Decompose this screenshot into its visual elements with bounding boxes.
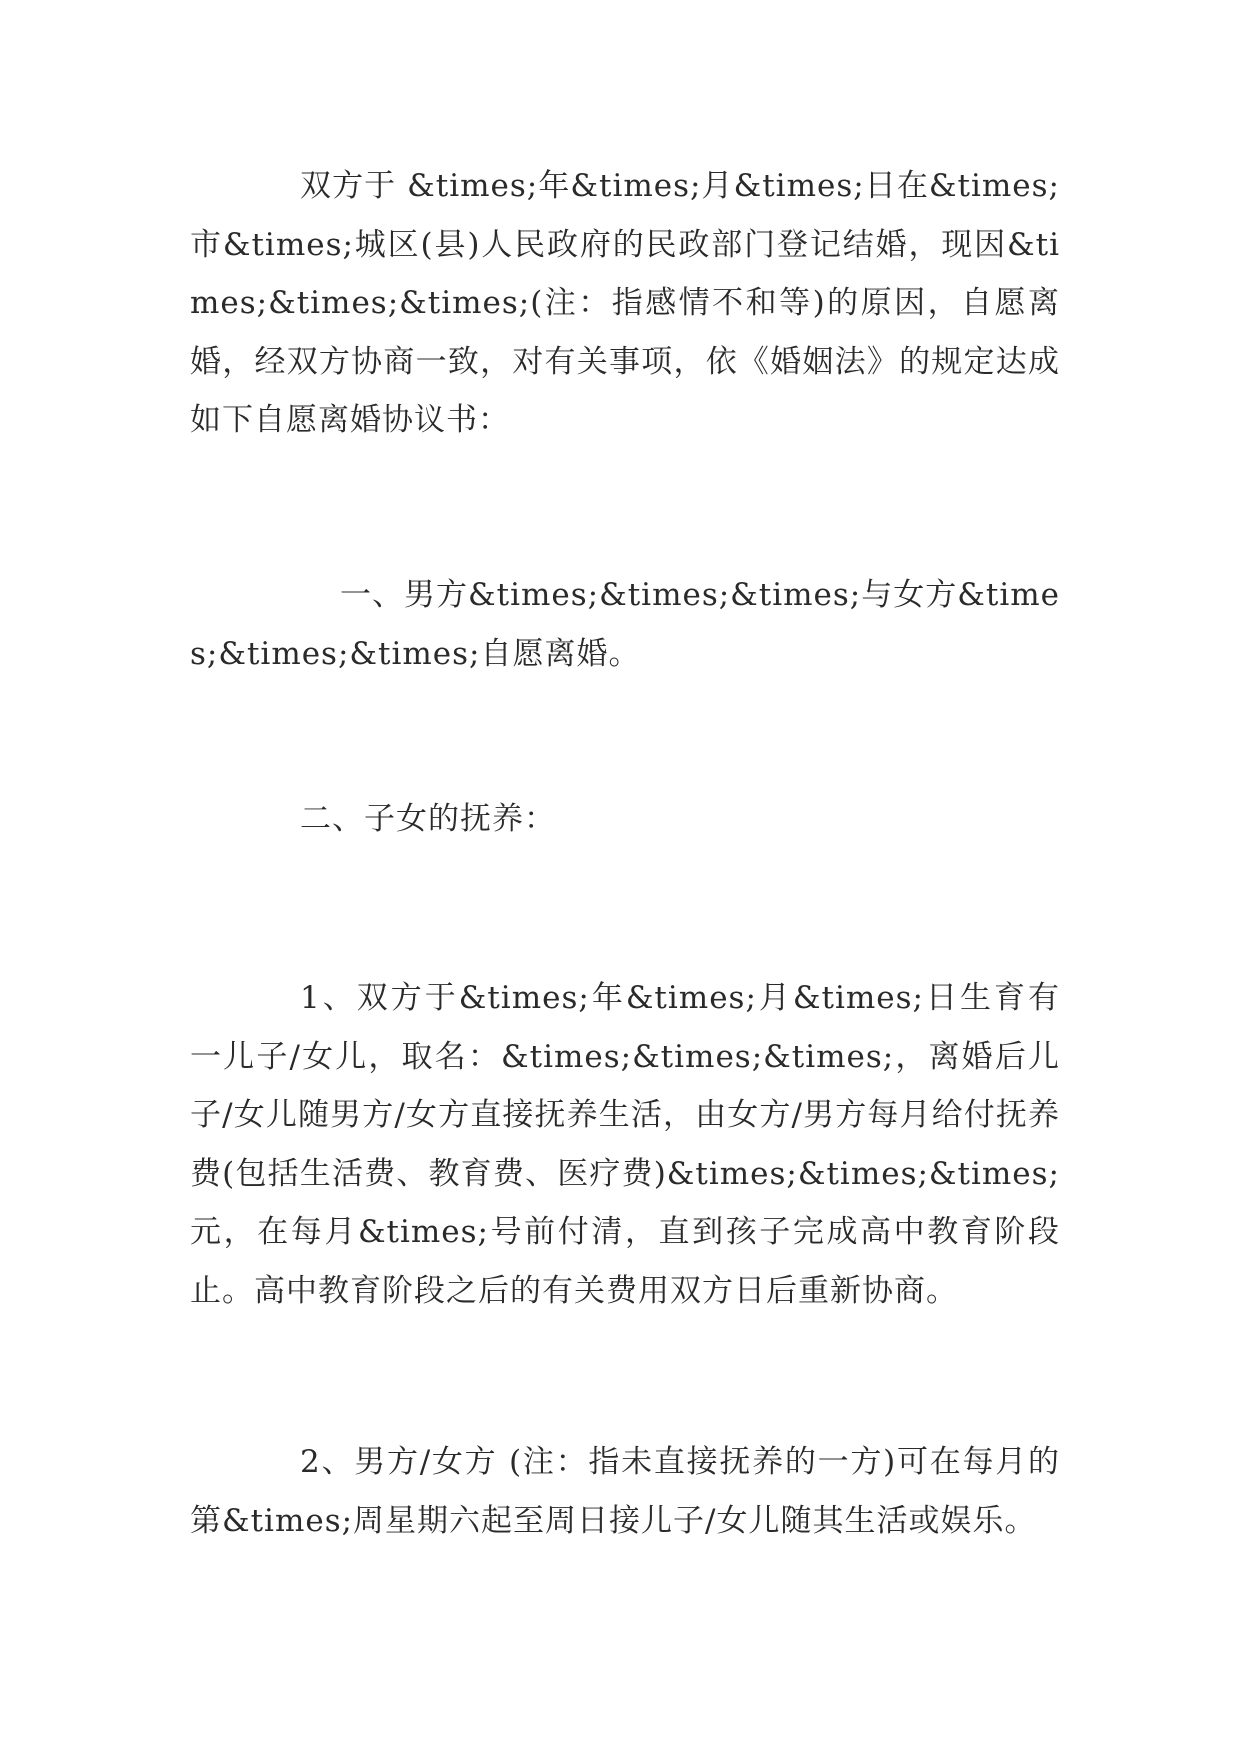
clause-2-heading: 二、子女的抚养： [300,801,556,837]
intro-paragraph: 双方于 &times;年&times;月&times;日在&times;市&times;城区(县)人民政府的民政部门登记结婚，现因&times;&times;&times;(注：指感情不和等)的原因，自愿离婚，经双方协商一致，对有关事项，依《婚姻法》的规定达成如下自愿离婚协议书： [190,168,1060,438]
clause-2-item-2-paragraph: 2、男方/女方 (注：指未直接抚养的一方)可在每月的第&times;周星期六起至周日接儿子/女儿随其生活或娱乐。 [190,1444,1060,1539]
clause-1-paragraph: 一、男方&times;&times;&times;与女方&times;&times;&times;自愿离婚。 [190,577,1060,672]
clause-2-item-1-paragraph: 1、双方于&times;年&times;月&times;日生育有一儿子/女儿，取名：&times;&times;&times;，离婚后儿子/女儿随男方/女方直接抚养生活，由女方/男方每月给付抚养费(包括生活费、教育费、医疗费)&times;&times;&times;元，在每月&times;号前付清，直到孩子完成高中教育阶段止。高中教育阶段之后的有关费用双方日后重新协商。 [190,980,1060,1309]
